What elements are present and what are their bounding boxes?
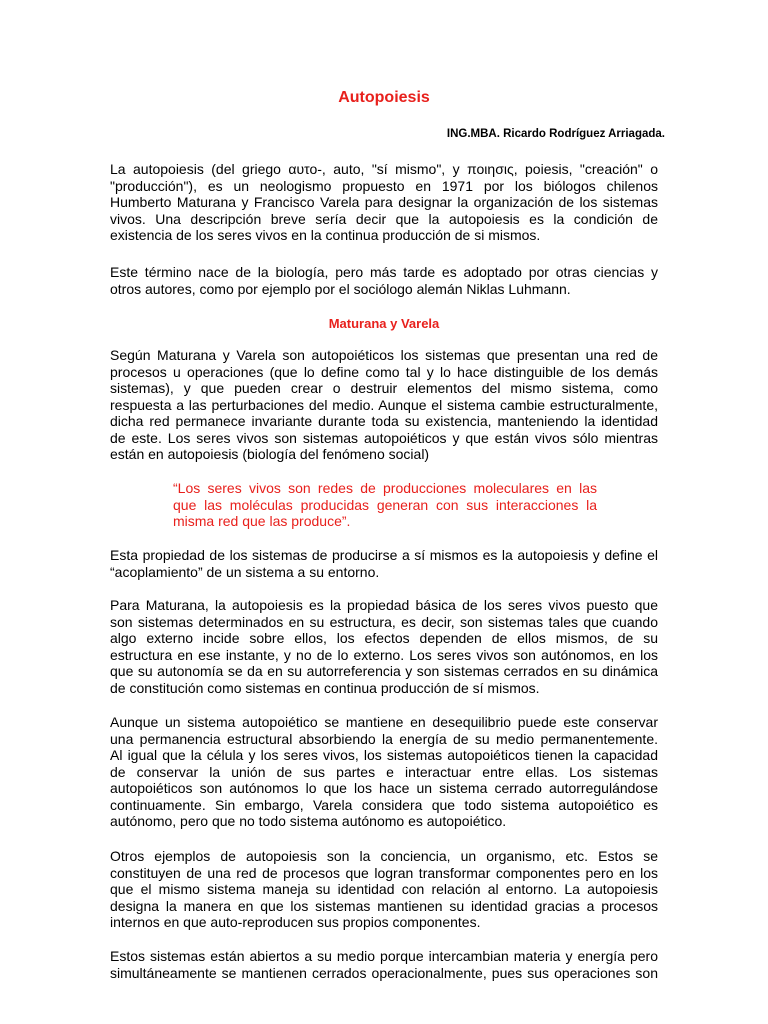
paragraph-line: que su autonomía se da en su autorreferencia y son sistemas cerrados en su dinámica [110,663,658,679]
paragraph-line: están en autopoiesis (biología del fenómeno social) [110,446,430,462]
paragraph-line: algo externo incide sobre ellos, los efectos dependen de ellos mismos, de su [110,630,658,646]
paragraph-line: procesos u operaciones (que lo define como tal y lo hace distinguible de los demás [110,363,658,380]
paragraph-line: una permanencia estructural absorbiendo la energía de su medio permanentemente. [110,730,658,747]
paragraph-line: autónomo, pero que no todo sistema autónomo es autopoiético. [110,813,507,829]
paragraph-line: que el mismo sistema maneja su identidad con relación al entorno. La autopoiesis [110,881,658,897]
paragraph-line: de este. Los seres vivos son sistemas autopoiéticos y que están vivos sólo mientras [110,429,658,446]
paragraph-line: Estos sistemas están abiertos a su medio porque intercambian materia y energía pero [110,948,658,964]
document-title: Autopoiesis [338,89,430,106]
paragraph-line: "producción"), es un neologismo propuesto en 1971 por los biólogos chilenos [110,177,658,194]
paragraph-abiertos [110,948,658,981]
paragraph-line: Para Maturana, la autopoiesis es la propiedad básica de los seres vivos puesto que [110,597,658,613]
paragraph-maturana [110,597,658,696]
author-line: ING.MBA. Ricardo Rodríguez Arriagada. [446,128,665,140]
paragraph-acoplamiento [110,547,658,580]
paragraph-line: dicha red permanece invariante durante toda su existencia, manteniendo la identidad [110,413,658,429]
paragraph-line: internos en que auto-reproducen sus propios componentes. [110,914,481,930]
paragraph-line: de conservar la unión de sus partes e interactuar entre ellas. Los sistemas [110,763,658,780]
paragraph-line: de constitución como sistemas en continua producción de sí mismos. [110,679,540,696]
paragraph-line: Otros ejemplos de autopoiesis son la conciencia, un organismo, etc. Estos se [110,848,658,864]
paragraph-line: Al igual que la célula y los seres vivos, los sistemas autopoiéticos tienen la capacidad [110,747,658,763]
quote-line: “Los seres vivos son redes de producciones moleculares en las [173,480,597,496]
blockquote [173,480,597,530]
paragraph-line: La autopoiesis (del griego αυτο-, auto, "sí mismo", y ποιησις, poiesis, "creación" o [110,161,658,177]
paragraph-line: Aunque un sistema autopoiético se mantiene en desequilibrio puede este conservar [110,714,658,730]
paragraph-line: designa la manera en que los sistemas mantienen su identidad gracias a procesos [110,897,658,914]
paragraph-intro [110,161,658,244]
paragraph-desequilibrio [110,714,658,830]
quote-line: misma red que las produce”. [173,513,351,529]
paragraph-line: “acoplamiento” de un sistema a su entorno. [110,563,380,580]
paragraph-line: existencia de los seres vivos en la continua producción de si mismos. [110,227,541,243]
quote-line: que las moléculas producidas generan con sus interacciones la [173,496,597,513]
paragraph-line: otros autores, como por ejemplo por el sociólogo alemán Niklas Luhmann. [110,280,571,297]
paragraph-line: estructura en ese instante, y no de lo externo. Los seres vivos son autónomos, en los [110,646,658,663]
paragraph-line: respuesta a las perturbaciones del medio. Aunque el sistema cambie estructuralmente, [110,396,658,413]
section-title: Maturana y Varela [328,316,440,331]
paragraph-line: Humberto Maturana y Francisco Varela para designar la organización de los sistemas [110,194,658,210]
paragraph-line: Este término nace de la biología, pero más tarde es adoptado por otras ciencias y [110,264,658,280]
paragraph-line: simultáneamente se mantienen cerrados operacionalmente, pues sus operaciones son [110,964,658,981]
paragraph-ejemplos [110,848,658,931]
paragraph-line: autopoiéticos son autónomos lo que los hace un sistema cerrado autorregulándose [110,780,658,796]
paragraph-maturana-varela [110,347,658,463]
paragraph-line: Según Maturana y Varela son autopoiéticos los sistemas que presentan una red de [110,347,658,363]
paragraph-line: constituyen de una red de procesos que logran transformar componentes pero en los [110,864,658,881]
paragraph-term [110,264,658,297]
paragraph-line: Esta propiedad de los sistemas de producirse a sí mismos es la autopoiesis y define el [110,547,658,563]
paragraph-line: sistemas), y que pueden crear o destruir elementos del mismo sistema, como [110,380,658,396]
paragraph-line: continuamente. Sin embargo, Varela considera que todo sistema autopoiético es [110,796,658,813]
paragraph-line: vivos. Una descripción breve sería decir que la autopoiesis es la condición de [110,210,658,227]
paragraph-line: son sistemas determinados en su estructura, es decir, son sistemas tales que cuando [110,613,658,630]
